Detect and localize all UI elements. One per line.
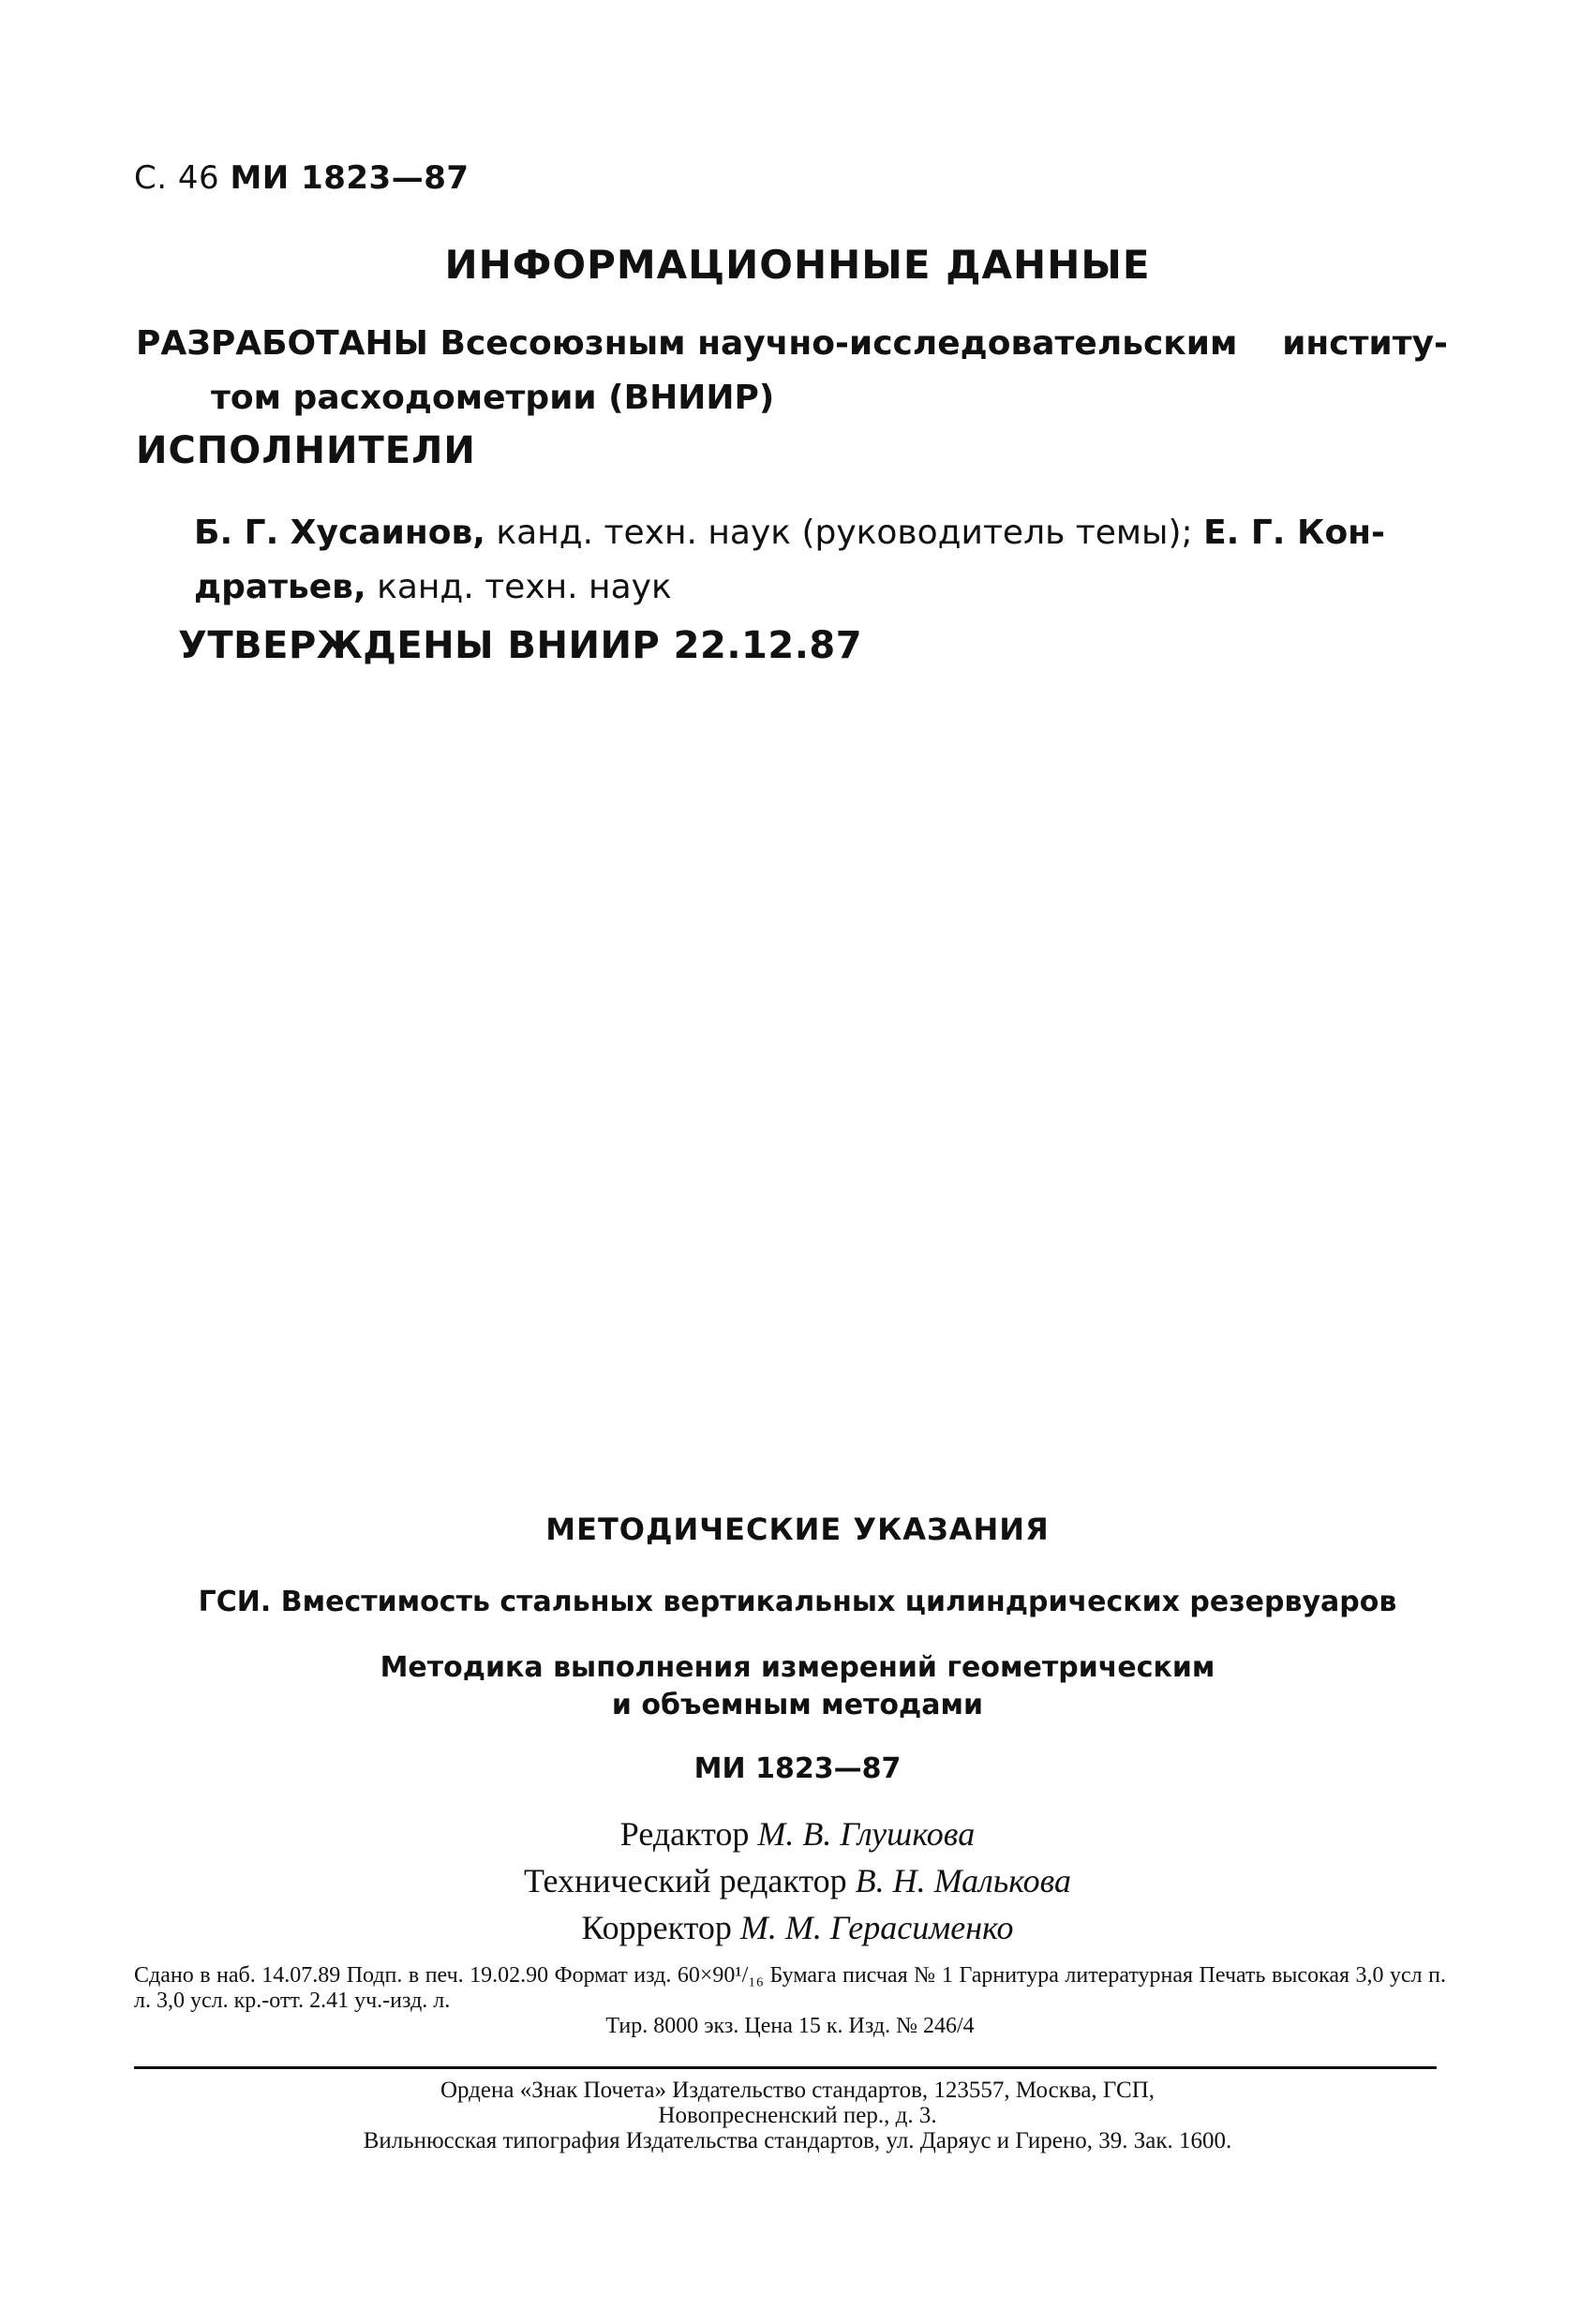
page-header (134, 159, 470, 197)
executor-2-name-part1: Е. Г. Кон- (1203, 514, 1385, 552)
imprint-circulation: Тир. 8000 экз. Цена 15 к. Изд. № 246/4 (605, 2014, 975, 2038)
credit-corrector: Корректор М. М. Герасименко (581, 1909, 1014, 1946)
executors-text (194, 506, 1429, 615)
publisher-block (0, 2078, 1595, 2153)
developed-org-end: институ- (1282, 324, 1448, 363)
method-line-2: и объемным методами (611, 1689, 984, 1721)
tech-editor-name: В. Н. Малькова (855, 1862, 1072, 1899)
editor-name: М. В. Глушкова (757, 1815, 976, 1853)
divider-rule (134, 2066, 1437, 2069)
methodical-method (0, 1649, 1595, 1724)
credits-block (0, 1810, 1595, 1951)
imprint-block (134, 1963, 1446, 2039)
developed-label: РАЗРАБОТАНЫ (136, 324, 428, 363)
page-number: С. 46 (134, 159, 220, 197)
executor-2-role: канд. техн. наук (365, 568, 672, 606)
corrector-name: М. М. Герасименко (739, 1909, 1014, 1946)
executor-1-name: Б. Г. Хусаинов, (194, 514, 485, 552)
executor-2-name-part2: дратьев, (194, 568, 366, 606)
imprint-details: Сдано в наб. 14.07.89 Подп. в печ. 19.02.90 Формат изд. 60×90¹/₁₆ Бумага писчая № 1 Гарнитура литературная Печать высокая 3,0 усл п. л. 3,0 усл. кр.-отт. 2.41 уч.-изд. л. (134, 1963, 1446, 2013)
publisher-line-2: Новопресненский пер., д. 3. (658, 2103, 937, 2128)
credit-tech-editor: Технический редактор В. Н. Малькова (523, 1862, 1072, 1899)
info-title: ИНФОРМАЦИОННЫЕ ДАННЫЕ (444, 242, 1151, 288)
methodical-subtitle: ГСИ. Вместимость стальных вертикальных цилиндрических резервуаров (198, 1586, 1397, 1618)
publisher-line-3: Вильнюсская типография Издательства стандартов, ул. Даряус и Гирено, 39. Зак. 1600. (363, 2128, 1232, 2153)
executors-heading: ИСПОЛНИТЕЛИ (136, 429, 476, 472)
document-code: МИ 1823—87 (230, 159, 470, 197)
publisher-line-1: Ордена «Знак Почета» Издательство стандартов, 123557, Москва, ГСП, (440, 2078, 1155, 2103)
approved-line: УТВЕРЖДЕНЫ ВНИИР 22.12.87 (178, 624, 863, 667)
executor-1-role: канд. техн. наук (руководитель темы); (484, 514, 1204, 552)
method-line-1: Методика выполнения измерений геометрическим (380, 1651, 1215, 1684)
credit-editor: Редактор М. В. Глушкова (619, 1815, 976, 1853)
methodical-title: МЕТОДИЧЕСКИЕ УКАЗАНИЯ (545, 1512, 1050, 1547)
developed-block (136, 317, 1448, 425)
developed-org: Всесоюзным научно-исследовательским (440, 324, 1238, 363)
developed-org-continued: том расходометрии (ВНИИР) (211, 379, 775, 417)
methodical-code: МИ 1823—87 (693, 1752, 902, 1785)
